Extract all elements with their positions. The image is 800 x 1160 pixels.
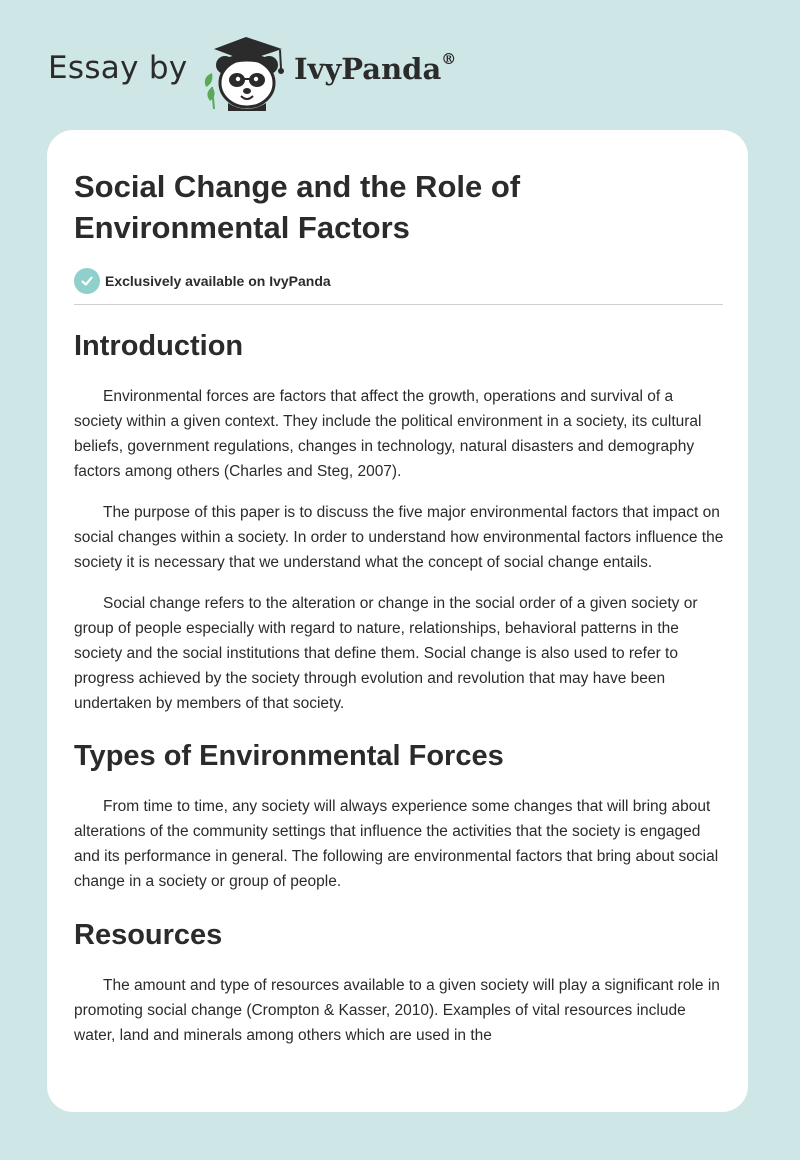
essay-by-label: Essay by: [48, 50, 188, 86]
registered-mark: ®: [441, 50, 457, 68]
brand-name[interactable]: [294, 52, 456, 86]
section-heading-types: Types of Environmental Forces: [74, 740, 504, 772]
essay-title: Social Change and the Role of Environmental Factors: [74, 169, 521, 245]
panda-logo-icon[interactable]: [200, 35, 292, 113]
brand-text: IvyPanda: [294, 52, 442, 86]
paragraph: Social change refers to the alteration or change in the social order of a given society or group of people especially with regard to nature, relationships, behavioral patterns in the society and the social institutions that define them. Social change is also used to refer to progress achieved by the society through evolution and revolution that may have been undertaken by members of that society.: [74, 595, 698, 712]
paragraph: From time to time, any society will always experience some changes that will bring about alterations of the community settings that influence the activities that the society is engaged and its performance in general. The following are environmental factors that bring about social change in a society or group of people.: [74, 798, 719, 890]
exclusive-label: Exclusively available on IvyPanda: [105, 273, 331, 289]
essay-content: [74, 166, 724, 1048]
essay-card: [47, 130, 748, 1112]
title-divider: [74, 304, 723, 305]
check-icon: [74, 268, 100, 294]
paragraph: The amount and type of resources available to a given society will play a significant role in promoting social change (Crompton & Kasser, 2010). Examples of vital resources include water, land and minerals among others which are used in the: [74, 977, 720, 1044]
site-header: [48, 30, 748, 110]
paragraph: The purpose of this paper is to discuss the five major environmental factors that impact on social changes within a society. In order to understand how environmental factors influence the society it is necessary that we understand what the concept of social change entails.: [74, 504, 724, 571]
exclusive-badge: [74, 268, 724, 294]
paragraph: Environmental forces are factors that affect the growth, operations and survival of a society within a given context. They include the political environment in a society, its cultural beliefs, government regulations, changes in technology, natural disasters and demography factors among others (Charles and Steg, 2007).: [74, 388, 702, 480]
section-heading-introduction: Introduction: [74, 330, 244, 362]
section-heading-resources: Resources: [74, 919, 223, 951]
